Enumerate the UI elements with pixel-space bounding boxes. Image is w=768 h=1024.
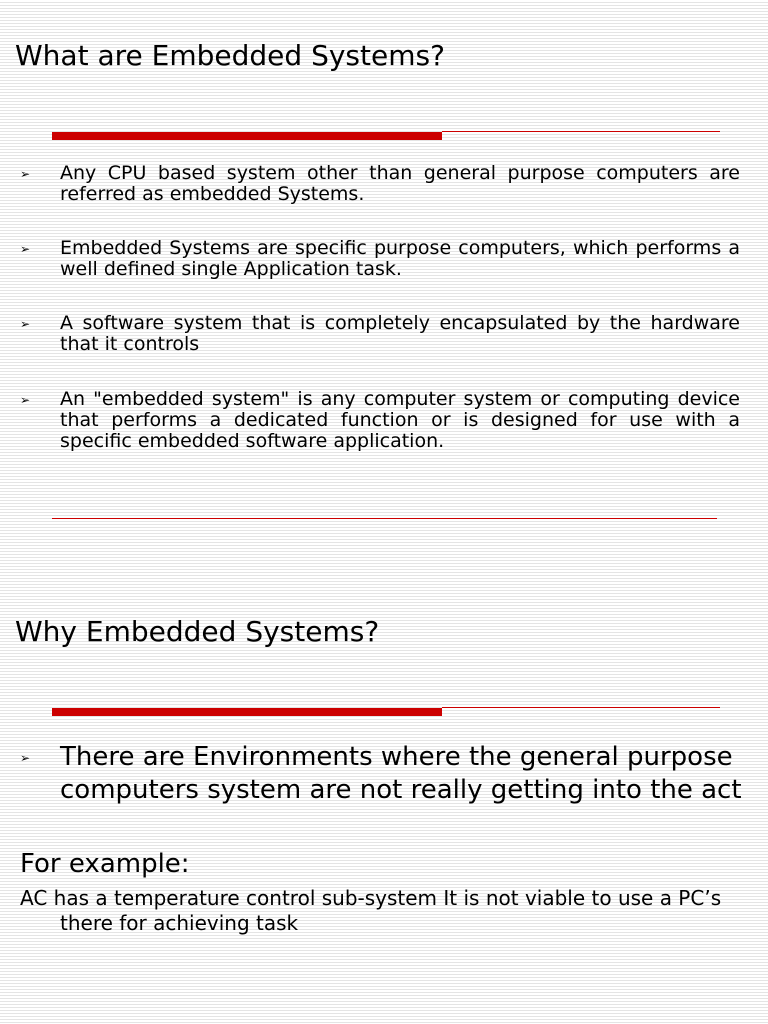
section-title: Why Embedded Systems? xyxy=(15,615,380,648)
title-underline-thick xyxy=(52,708,442,716)
title-underline-thin xyxy=(442,131,720,132)
bullet-text: An "embedded system" is any computer system or computing device that performs a dedicated function or is designed for use with a specific embedded software application. xyxy=(60,388,740,452)
bullet-arrow-icon: ➢ xyxy=(19,167,31,181)
bullet-text: Any CPU based system other than general purpose computers are referred as embedded Systems. xyxy=(60,162,740,205)
bullet-text: A software system that is completely encapsulated by the hardware that it controls xyxy=(60,312,740,355)
bullet-text: Embedded Systems are specific purpose computers, which performs a well defined single Application task. xyxy=(60,237,740,280)
bullet-arrow-icon: ➢ xyxy=(19,393,31,407)
title-underline-thin xyxy=(442,707,720,708)
bullet-text: There are Environments where the general purpose computers system are not really getting into the act xyxy=(60,742,742,805)
bullet-arrow-icon: ➢ xyxy=(19,317,31,331)
title-underline-thick xyxy=(52,132,442,140)
example-heading: For example: xyxy=(20,849,190,879)
bullet-arrow-icon: ➢ xyxy=(19,751,31,765)
example-text: AC has a temperature control sub-system It is not viable to use a PC’s there for achieving task xyxy=(20,886,722,935)
section-title: What are Embedded Systems? xyxy=(15,39,445,72)
section-divider xyxy=(52,518,717,519)
bullet-arrow-icon: ➢ xyxy=(19,242,31,256)
